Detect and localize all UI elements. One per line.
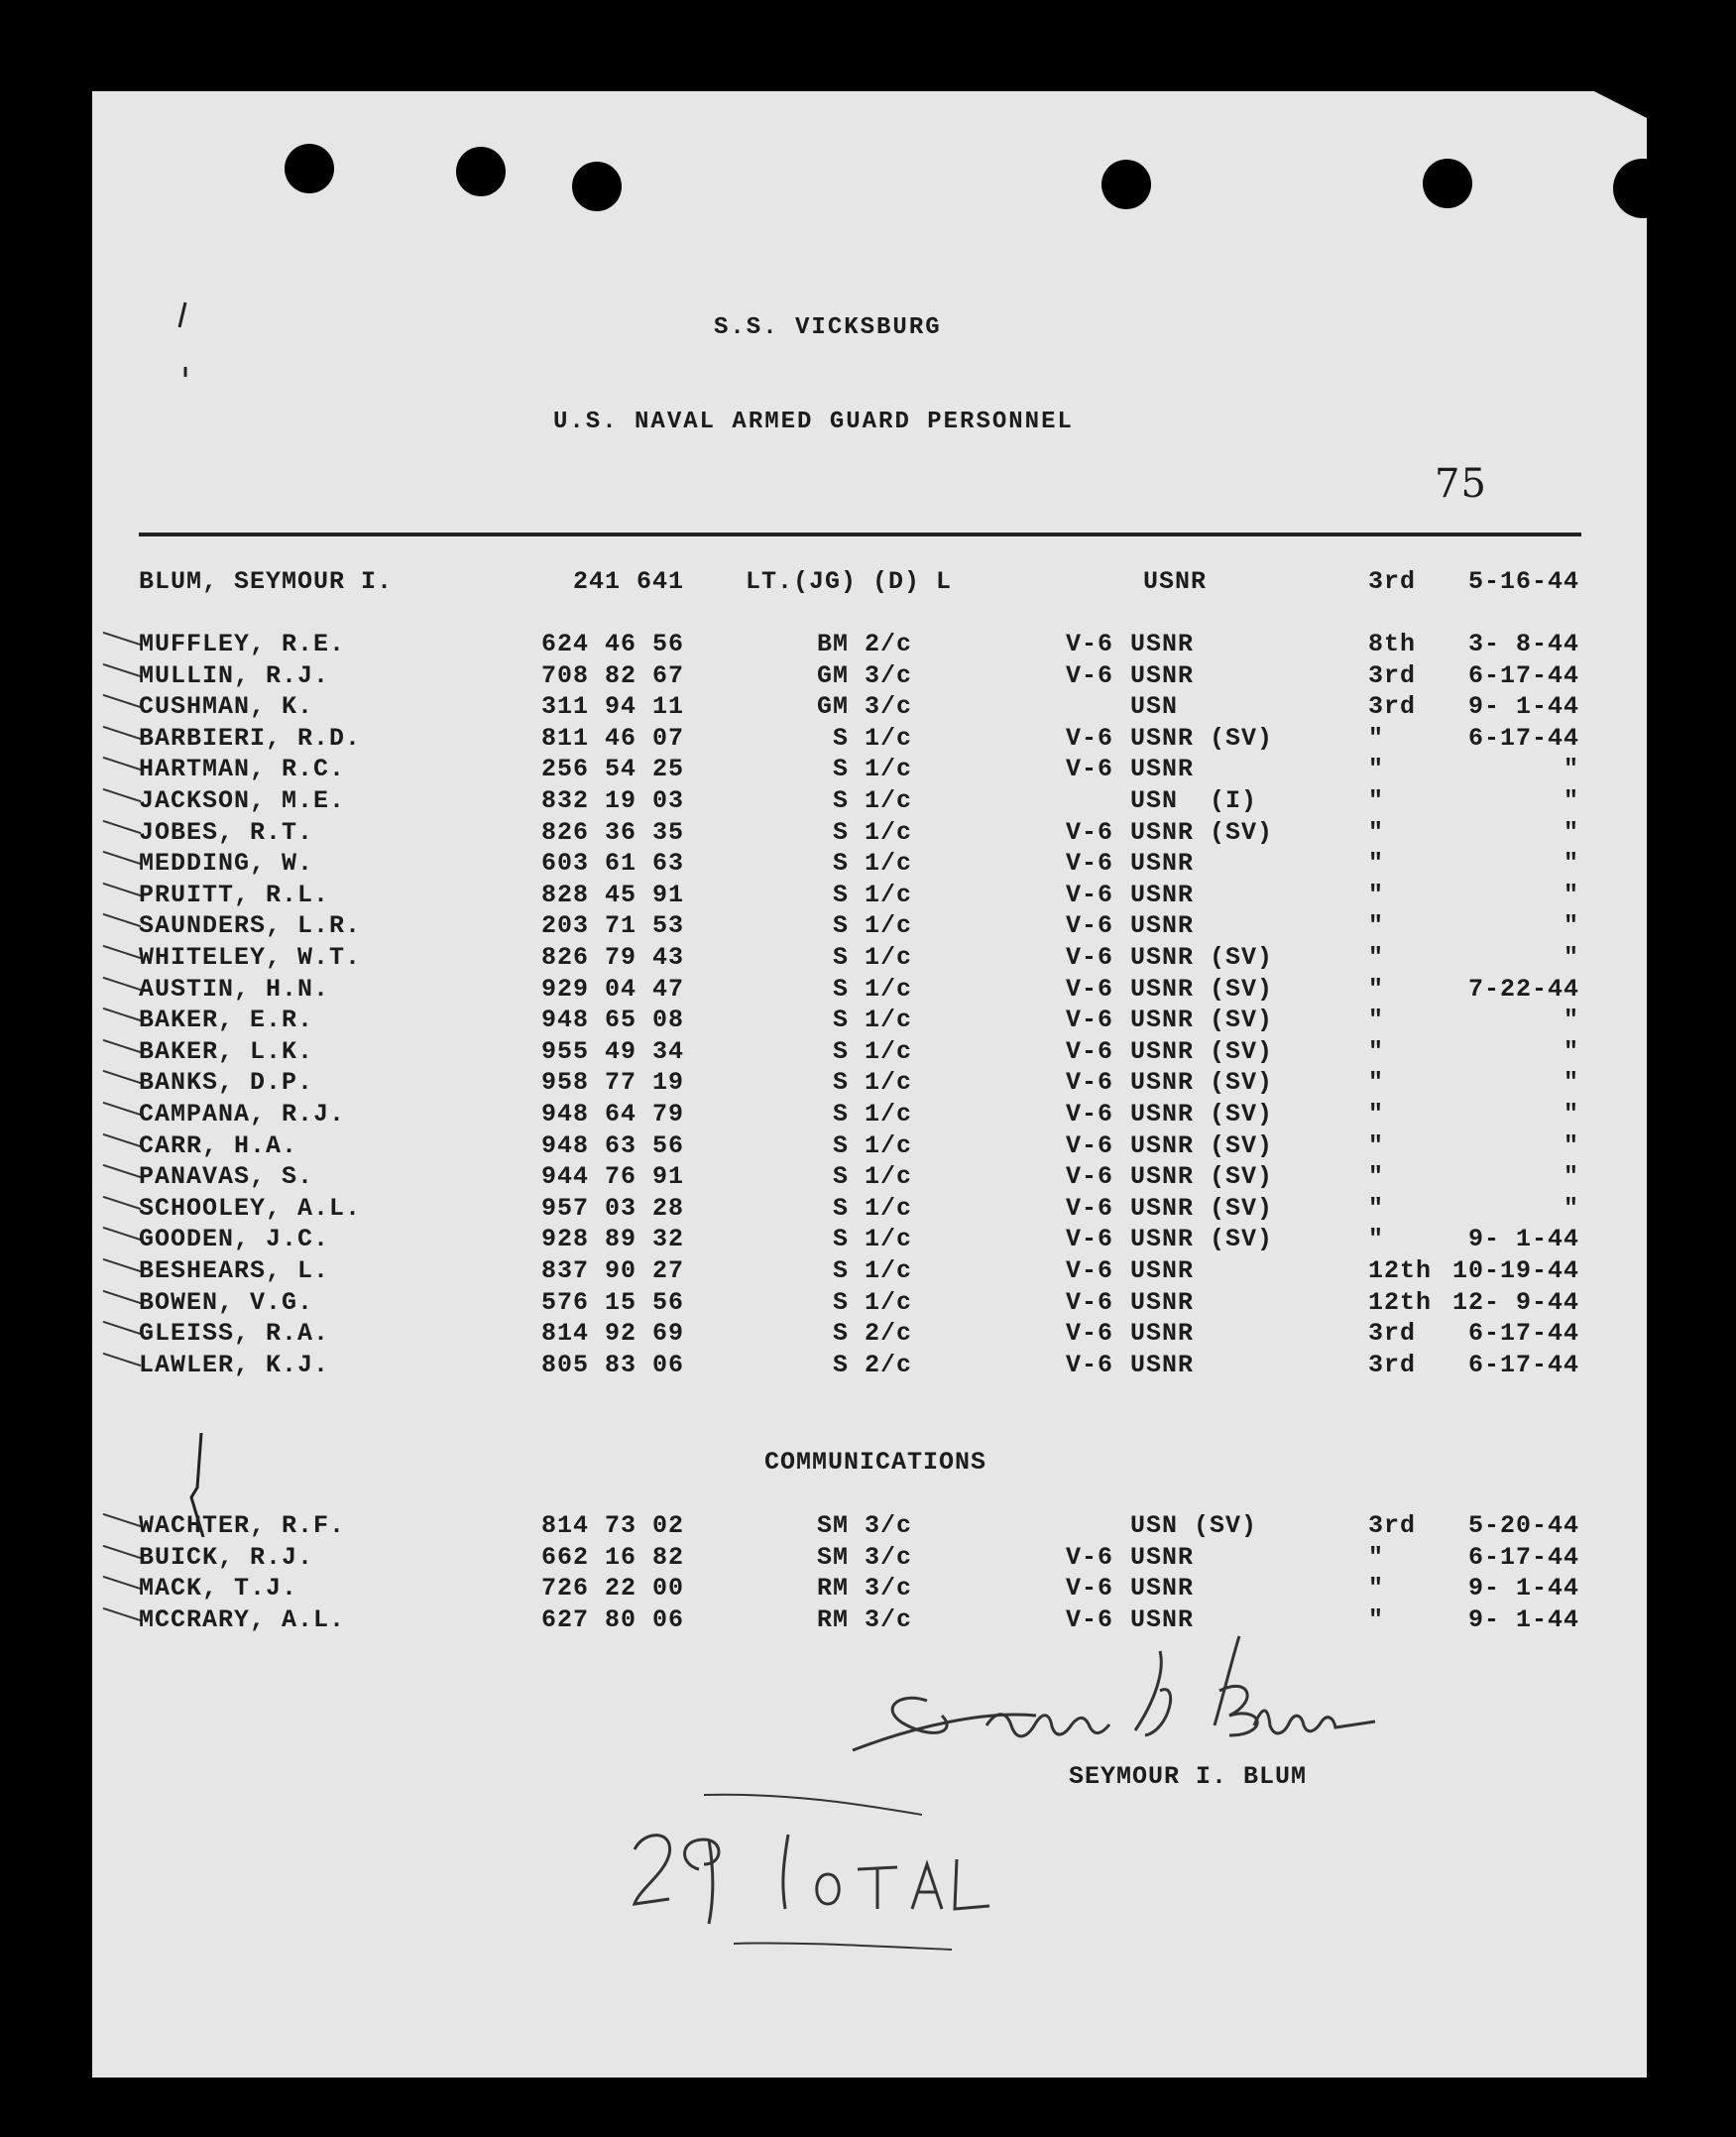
crew-name: MACK, T.J. [139, 1574, 298, 1603]
crew-name: CAMPANA, R.J. [139, 1100, 346, 1128]
enlist-date: " [1562, 911, 1579, 941]
typed-signature-name: SEYMOUR I. BLUM [1069, 1762, 1308, 1791]
class-prefix: V-6 [1066, 1604, 1114, 1634]
crew-name: BOWEN, V.G. [139, 1287, 314, 1317]
service-branch: USNR [1130, 1604, 1195, 1634]
enlist-date: " [1562, 1068, 1579, 1098]
service-number: 708 82 67 [540, 660, 684, 690]
enlist-date: " [1562, 786, 1579, 815]
naval-district: " [1368, 1100, 1385, 1128]
service-branch: USNR [1130, 849, 1195, 879]
crew-name: MEDDING, W. [139, 849, 314, 879]
rating: S 1/c [832, 1162, 912, 1192]
rating: S 1/c [832, 849, 912, 879]
crew-name: CARR, H.A. [139, 1130, 298, 1160]
rating: RM 3/c [816, 1574, 912, 1603]
crew-name: WHITELEY, W.T. [139, 943, 362, 972]
crew-name: WACHTER, R.F. [139, 1511, 346, 1540]
class-prefix: V-6 [1066, 817, 1114, 847]
rating: S 2/c [832, 1319, 912, 1349]
service-branch: USN [1130, 692, 1179, 722]
class-prefix: V-6 [1066, 1319, 1114, 1349]
service-branch: USNR [1130, 660, 1195, 690]
service-number: 944 76 91 [540, 1162, 684, 1192]
punch-hole [572, 162, 622, 211]
service-number: 958 77 19 [540, 1068, 684, 1098]
service-number: 624 46 56 [540, 630, 684, 658]
crew-name: JOBES, R.T. [139, 817, 314, 847]
enlist-date: " [1562, 849, 1579, 879]
service-branch: USN (I) [1130, 786, 1258, 815]
service-number: 603 61 63 [540, 849, 684, 879]
page-number: 75 [1435, 461, 1487, 507]
naval-district: " [1368, 1068, 1385, 1098]
enlist-date: " [1562, 1100, 1579, 1128]
naval-district: " [1368, 1006, 1385, 1035]
service-number: 627 80 06 [540, 1604, 684, 1634]
naval-district: " [1368, 723, 1385, 753]
service-number: 726 22 00 [540, 1574, 684, 1603]
crew-name: MUFFLEY, R.E. [139, 630, 346, 658]
pencil-tick [174, 297, 193, 377]
rating: S 1/c [832, 1193, 912, 1223]
enlist-date: " [1562, 1162, 1579, 1192]
service-number: 662 16 82 [540, 1542, 684, 1572]
rating: BM 2/c [816, 630, 912, 658]
naval-district: " [1368, 1604, 1385, 1634]
officer-rank: LT.(JG) (D) L [746, 567, 953, 596]
enlist-date: " [1562, 1036, 1579, 1066]
service-number: 955 49 34 [540, 1036, 684, 1066]
class-prefix: V-6 [1066, 1287, 1114, 1317]
rating: S 1/c [832, 1006, 912, 1035]
service-branch: USNR [1130, 630, 1195, 658]
service-branch: USNR (SV) [1130, 1006, 1274, 1035]
crew-name: BAKER, E.R. [139, 1006, 314, 1035]
naval-district: " [1368, 1162, 1385, 1192]
enlist-date: 9- 1-44 [1467, 1604, 1579, 1634]
class-prefix: V-6 [1066, 755, 1114, 784]
enlist-date: 6-17-44 [1467, 1319, 1579, 1349]
enlist-date: 6-17-44 [1467, 1350, 1579, 1379]
class-prefix: V-6 [1066, 1542, 1114, 1572]
service-number: 256 54 25 [540, 755, 684, 784]
punch-hole [1101, 160, 1151, 209]
enlist-date: " [1562, 1130, 1579, 1160]
service-branch: USNR [1130, 1542, 1195, 1572]
enlist-date: 9- 1-44 [1467, 692, 1579, 722]
rating: S 1/c [832, 1287, 912, 1317]
rating: S 1/c [832, 1100, 912, 1128]
crew-name: PANAVAS, S. [139, 1162, 314, 1192]
rating: S 2/c [832, 1350, 912, 1379]
naval-district: 3rd [1368, 1350, 1417, 1379]
enlist-date: 10-19-44 [1451, 1256, 1579, 1285]
service-branch: USNR (SV) [1130, 1193, 1274, 1223]
crew-name: GLEISS, R.A. [139, 1319, 330, 1349]
enlist-date: 6-17-44 [1467, 1542, 1579, 1572]
rating: S 1/c [832, 943, 912, 972]
enlist-date: " [1562, 1006, 1579, 1035]
crew-name: BESHEARS, L. [139, 1256, 330, 1285]
crew-name: SCHOOLEY, A.L. [139, 1193, 362, 1223]
rating: S 1/c [832, 1036, 912, 1066]
service-number: 811 46 07 [540, 723, 684, 753]
rating: S 1/c [832, 1130, 912, 1160]
service-branch: USNR [1130, 1350, 1195, 1379]
pencil-mark [183, 1428, 213, 1537]
service-number: 826 36 35 [540, 817, 684, 847]
service-branch: USNR (SV) [1130, 1162, 1274, 1192]
rating: SM 3/c [816, 1511, 912, 1540]
service-branch: USNR [1130, 1287, 1195, 1317]
service-number: 576 15 56 [540, 1287, 684, 1317]
naval-district: " [1368, 880, 1385, 909]
rating: S 1/c [832, 911, 912, 941]
naval-district: " [1368, 943, 1385, 972]
punch-hole [456, 147, 506, 196]
class-prefix: V-6 [1066, 1193, 1114, 1223]
crew-name: BAKER, L.K. [139, 1036, 314, 1066]
enlist-date: 9- 1-44 [1467, 1574, 1579, 1603]
class-prefix: V-6 [1066, 1006, 1114, 1035]
enlist-date: " [1562, 817, 1579, 847]
class-prefix: V-6 [1066, 660, 1114, 690]
service-number: 814 92 69 [540, 1319, 684, 1349]
service-number: 948 65 08 [540, 1006, 684, 1035]
rating: GM 3/c [816, 692, 912, 722]
crew-name: LAWLER, K.J. [139, 1350, 330, 1379]
rating: S 1/c [832, 1256, 912, 1285]
officer-district: 3rd [1368, 567, 1417, 596]
service-branch: USNR [1130, 911, 1195, 941]
class-prefix: V-6 [1066, 1162, 1114, 1192]
rating: S 1/c [832, 723, 912, 753]
rating: S 1/c [832, 1225, 912, 1254]
class-prefix: V-6 [1066, 1100, 1114, 1128]
crew-name: CUSHMAN, K. [139, 692, 314, 722]
class-prefix: V-6 [1066, 1574, 1114, 1603]
officer-name: BLUM, SEYMOUR I. [139, 567, 394, 596]
rating: S 1/c [832, 755, 912, 784]
header-divider [139, 533, 1581, 536]
enlist-date: " [1562, 880, 1579, 909]
crew-name: MULLIN, R.J. [139, 660, 330, 690]
service-number: 929 04 47 [540, 974, 684, 1004]
enlist-date: 3- 8-44 [1467, 630, 1579, 658]
enlist-date: 6-17-44 [1467, 723, 1579, 753]
handwritten-signature [838, 1631, 1393, 1780]
enlist-date: " [1562, 1193, 1579, 1223]
page-title: U.S. NAVAL ARMED GUARD PERSONNEL [553, 409, 1074, 435]
naval-district: 12th [1368, 1287, 1433, 1317]
punch-hole [1613, 159, 1673, 218]
enlist-date: 5-20-44 [1467, 1511, 1579, 1540]
crew-name: HARTMAN, R.C. [139, 755, 346, 784]
naval-district: 3rd [1368, 1511, 1417, 1540]
service-branch: USNR (SV) [1130, 943, 1274, 972]
naval-district: 8th [1368, 630, 1417, 658]
service-branch: USNR (SV) [1130, 1036, 1274, 1066]
service-branch: USNR [1130, 755, 1195, 784]
crew-name: BARBIERI, R.D. [139, 723, 362, 753]
class-prefix: V-6 [1066, 1036, 1114, 1066]
naval-district: " [1368, 1193, 1385, 1223]
class-prefix: V-6 [1066, 1256, 1114, 1285]
class-prefix: V-6 [1066, 723, 1114, 753]
enlist-date: 12- 9-44 [1451, 1287, 1579, 1317]
class-prefix: V-6 [1066, 974, 1114, 1004]
service-number: 805 83 06 [540, 1350, 684, 1379]
enlist-date: 7-22-44 [1467, 974, 1579, 1004]
service-branch: USNR (SV) [1130, 817, 1274, 847]
enlist-date: 9- 1-44 [1467, 1225, 1579, 1254]
punch-hole [1423, 159, 1472, 208]
service-branch: USNR [1130, 1256, 1195, 1285]
service-number: 826 79 43 [540, 943, 684, 972]
crew-name: AUSTIN, H.N. [139, 974, 330, 1004]
service-number: 828 45 91 [540, 880, 684, 909]
class-prefix: V-6 [1066, 1350, 1114, 1379]
officer-number: 241 641 [572, 567, 684, 596]
service-number: 957 03 28 [540, 1193, 684, 1223]
naval-district: 12th [1368, 1256, 1433, 1285]
rating: S 1/c [832, 1068, 912, 1098]
service-branch: USNR (SV) [1130, 1068, 1274, 1098]
class-prefix: V-6 [1066, 1225, 1114, 1254]
service-number: 837 90 27 [540, 1256, 684, 1285]
service-branch: USNR (SV) [1130, 974, 1274, 1004]
rating: GM 3/c [816, 660, 912, 690]
class-prefix: V-6 [1066, 880, 1114, 909]
naval-district: " [1368, 1130, 1385, 1160]
service-number: 948 63 56 [540, 1130, 684, 1160]
class-prefix: V-6 [1066, 630, 1114, 658]
service-branch: USNR (SV) [1130, 1100, 1274, 1128]
naval-district: " [1368, 849, 1385, 879]
class-prefix: V-6 [1066, 911, 1114, 941]
service-branch: USNR (SV) [1130, 1225, 1274, 1254]
punch-hole [285, 144, 334, 193]
service-number: 832 19 03 [540, 786, 684, 815]
service-number: 928 89 32 [540, 1225, 684, 1254]
naval-district: " [1368, 1036, 1385, 1066]
crew-name: GOODEN, J.C. [139, 1225, 330, 1254]
service-number: 948 64 79 [540, 1100, 684, 1128]
naval-district: " [1368, 911, 1385, 941]
officer-date: 5-16-44 [1467, 567, 1579, 596]
naval-district: " [1368, 817, 1385, 847]
communications-heading: COMMUNICATIONS [764, 1448, 987, 1477]
naval-district: 3rd [1368, 1319, 1417, 1349]
rating: S 1/c [832, 974, 912, 1004]
class-prefix: V-6 [1066, 1068, 1114, 1098]
service-branch: USNR [1130, 880, 1195, 909]
enlist-date: " [1562, 755, 1579, 784]
rating: SM 3/c [816, 1542, 912, 1572]
service-branch: USN (SV) [1130, 1511, 1258, 1540]
naval-district: " [1368, 1225, 1385, 1254]
naval-district: " [1368, 755, 1385, 784]
crew-name: SAUNDERS, L.R. [139, 911, 362, 941]
naval-district: " [1368, 1574, 1385, 1603]
rating: RM 3/c [816, 1604, 912, 1634]
service-branch: USNR [1130, 1574, 1195, 1603]
enlist-date: " [1562, 943, 1579, 972]
handwritten-total [625, 1775, 1041, 1954]
naval-district: 3rd [1368, 692, 1417, 722]
service-branch: USNR [1130, 1319, 1195, 1349]
rating: S 1/c [832, 880, 912, 909]
naval-district: 3rd [1368, 660, 1417, 690]
service-number: 203 71 53 [540, 911, 684, 941]
ship-name: S.S. VICKSBURG [714, 314, 942, 341]
crew-name: BANKS, D.P. [139, 1068, 314, 1098]
enlist-date: 6-17-44 [1467, 660, 1579, 690]
naval-district: " [1368, 786, 1385, 815]
officer-service: USNR [1143, 567, 1208, 596]
service-number: 311 94 11 [540, 692, 684, 722]
crew-name: BUICK, R.J. [139, 1542, 314, 1572]
service-branch: USNR (SV) [1130, 1130, 1274, 1160]
service-branch: USNR (SV) [1130, 723, 1274, 753]
rating: S 1/c [832, 786, 912, 815]
class-prefix: V-6 [1066, 943, 1114, 972]
naval-district: " [1368, 974, 1385, 1004]
service-number: 814 73 02 [540, 1511, 684, 1540]
crew-name: MCCRARY, A.L. [139, 1604, 346, 1634]
class-prefix: V-6 [1066, 1130, 1114, 1160]
crew-name: PRUITT, R.L. [139, 880, 330, 909]
rating: S 1/c [832, 817, 912, 847]
crew-name: JACKSON, M.E. [139, 786, 346, 815]
class-prefix: V-6 [1066, 849, 1114, 879]
naval-district: " [1368, 1542, 1385, 1572]
